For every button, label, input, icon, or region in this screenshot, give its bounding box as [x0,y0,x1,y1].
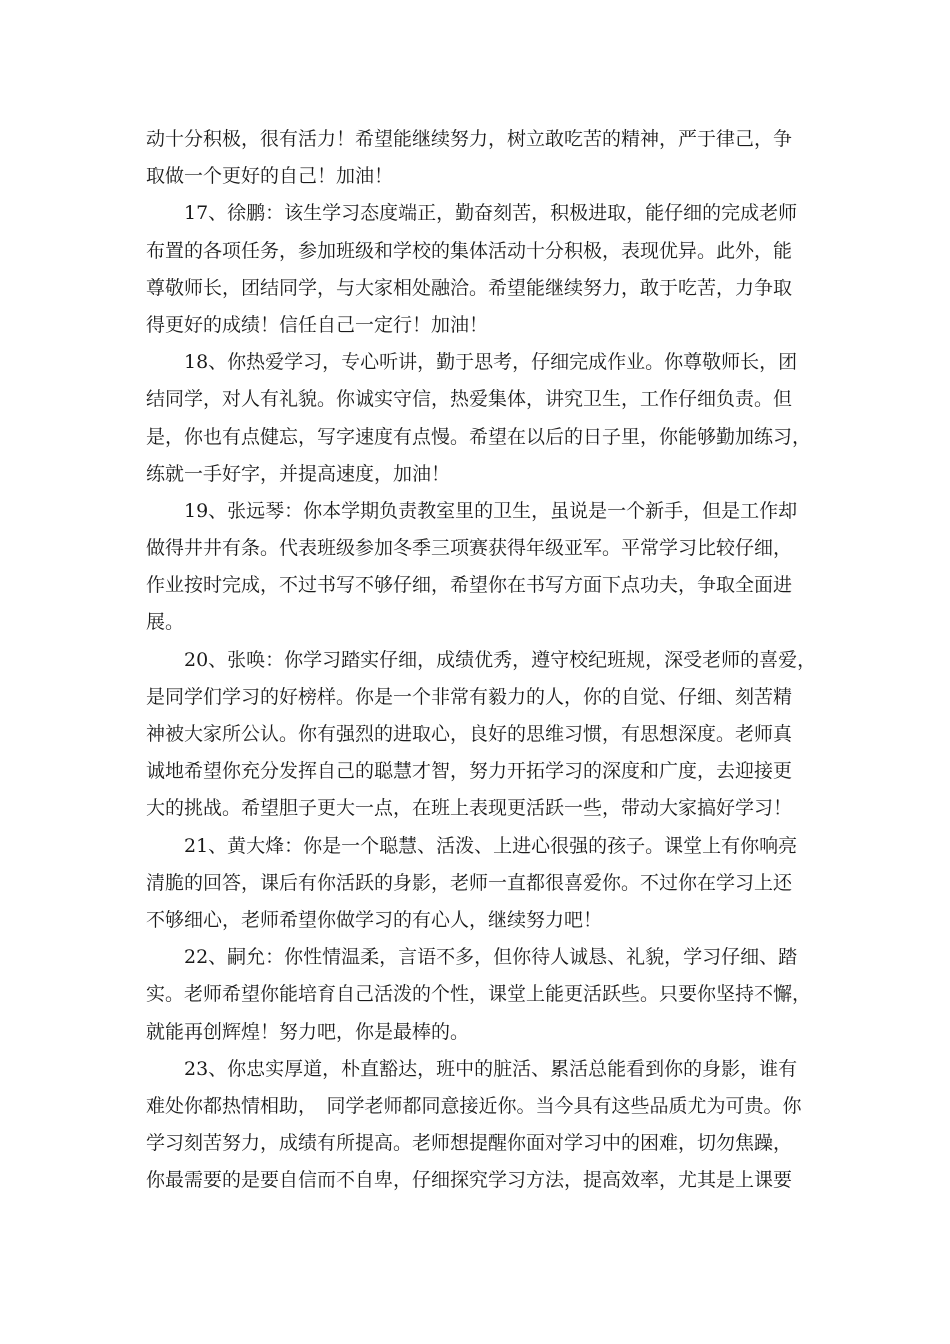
text-line: 动十分积极，很有活力！希望能继续努力，树立敢吃苦的精神，严于律己，争 [146,128,793,150]
paragraph-p21 [146,828,810,940]
paragraph-p18 [146,344,810,493]
paragraph-p23 [146,1051,810,1200]
paragraph-p17 [146,195,810,344]
text-line: 神被大家所公认。你有强烈的进取心，良好的思维习惯，有思想深度。老师真 [146,723,793,745]
paragraph-p19 [146,493,810,642]
text-line: 23、你忠实厚道，朴直豁达，班中的脏活、累活总能看到你的身影，谁有 [146,1057,798,1080]
text-line: 清脆的回答，课后有你活跃的身影，老师一直都很喜爱你。不过你在学习上还 [146,871,793,894]
text-line: 展。 [146,611,185,634]
text-line: 得更好的成绩！信任自己一定行！加油！ [146,313,489,336]
text-line: 练就一手好字，并提高速度，加油！ [146,462,451,485]
text-line: 诚地希望你充分发挥自己的聪慧才智，努力开拓学习的深度和广度，去迎接更 [146,760,793,783]
text-line: 是，你也有点健忘，写字速度有点慢。希望在以后的日子里，你能够勤加练习， [146,425,812,448]
text-line: 18、你热爱学习，专心听讲，勤于思考，仔细完成作业。你尊敬师长，团 [146,351,798,374]
paragraph-p16-tail [146,121,810,195]
text-line: 难处你都热情相助， 同学老师都同意接近你。当今具有这些品质尤为可贵。你 [146,1094,802,1117]
text-line: 17、徐鹏：该生学习态度端正，勤奋刻苦，积极进取，能仔细的完成老师 [146,202,798,225]
text-line: 你最需要的是要自信而不自卑，仔细探究学习方法，提高效率，尤其是上课要 [146,1169,793,1192]
paragraph-p20 [146,642,817,828]
text-line: 实。老师希望你能培育自己活泼的个性，课堂上能更活跃些。只要你坚持不懈， [146,983,812,1006]
text-line: 尊敬师长，团结同学，与大家相处融洽。希望能继续努力，敢于吃苦，力争取 [146,276,793,299]
text-line: 结同学，对人有礼貌。你诚实守信，热爱集体，讲究卫生，工作仔细负责。但 [146,388,793,411]
text-line: 取做一个更好的自己！加油！ [146,165,394,188]
text-line: 是同学们学习的好榜样。你是一个非常有毅力的人，你的自觉、仔细、刻苦精 [146,685,793,708]
text-line: 22、嗣允：你性情温柔，言语不多，但你待人诚恳、礼貌，学习仔细、踏 [146,946,798,969]
text-line: 做得井井有条。代表班级参加冬季三项赛获得年级亚军。平常学习比较仔细， [146,537,793,560]
text-line: 作业按时完成，不过书写不够仔细，希望你在书写方面下点功夫，争取全面进 [146,574,793,597]
text-line: 大的挑战。希望胆子更大一点，在班上表现更活跃一些，带动大家搞好学习！ [146,797,793,820]
document-body [146,121,817,1199]
text-line: 19、张远琴：你本学期负责教室里的卫生，虽说是一个新手，但是工作却 [146,499,798,522]
text-line: 学习刻苦努力，成绩有所提高。老师想提醒你面对学习中的困难，切勿焦躁， [146,1132,793,1155]
text-line: 就能再创辉煌！努力吧，你是最棒的。 [146,1020,470,1043]
text-line: 布置的各项任务，参加班级和学校的集体活动十分积极，表现优异。此外，能 [146,239,793,262]
text-line: 20、张唤：你学习踏实仔细，成绩优秀，遵守校纪班规，深受老师的喜爱， [146,648,817,671]
text-line: 21、黄大烽：你是一个聪慧、活泼、上进心很强的孩子。课堂上有你响亮 [146,834,798,857]
text-line: 不够细心，老师希望你做学习的有心人，继续努力吧！ [146,908,603,931]
paragraph-p22 [146,939,810,1051]
